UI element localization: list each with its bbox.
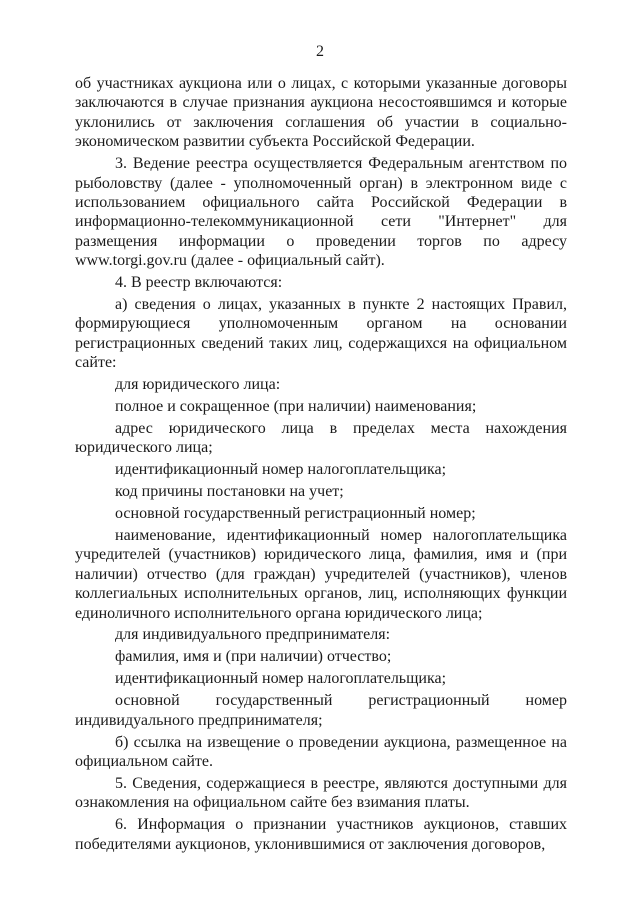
paragraph-legal-entity-kpp: код причины постановки на учет; [115, 483, 344, 501]
paragraph-legal-entity-heading: для юридического лица: [115, 376, 281, 394]
paragraph-item-5: 5. Сведения, содержащиеся в реестре, являются доступными для ознакомления на официальном сайте без взимания платы. [75, 774, 567, 812]
paragraph-entrepreneur-heading: для индивидуального предпринимателя: [115, 626, 391, 644]
paragraph-continuation: об участниках аукциона или о лицах, с которыми указанные договоры заключаются в случае признания аукциона несостоявшимся и которые уклонились от заключения соглашения об участии в социально-экономическом развитии субъекта Российской Федерации. [75, 75, 567, 151]
paragraph-subitem-a: а) сведения о лицах, указанных в пункте 2 настоящих Правил, формирующиеся уполномоченным органом на основании регистрационных сведений таких лиц, содержащихся на официальном сайте: [75, 295, 567, 372]
page-number: 2 [316, 43, 324, 60]
body-text [75, 74, 567, 856]
paragraph-entrepreneur-ogrnip: основной государственный регистрационный номер индивидуального предпринимателя; [75, 692, 567, 729]
paragraph-item-3: 3. Ведение реестра осуществляется Федеральным агентством по рыболовству (далее - уполномоченный орган) в электронном виде с использованием официального сайта Российской Федерации в информационно-телекоммуникационной сети "Интернет" для размещения информации о проведении торгов по адресу www.torgi.gov.ru (далее - официальный сайт). [75, 155, 567, 270]
paragraph-legal-entity-address: адрес юридического лица в пределах места нахождения юридического лица; [75, 419, 567, 457]
paragraph-item-4: 4. В реестр включаются: [115, 274, 283, 292]
paragraph-legal-entity-ogrn: основной государственный регистрационный номер; [115, 505, 476, 523]
paragraph-subitem-b: б) ссылка на извещение о проведении аукциона, размещенное на официальном сайте. [75, 733, 567, 770]
paragraph-entrepreneur-name: фамилия, имя и (при наличии) отчество; [115, 648, 392, 666]
paragraph-legal-entity-founders: наименование, идентификационный номер налогоплательщика учредителей (участников) юридического лица, фамилия, имя и (при наличии) отчество (для граждан) учредителей (участников), членов коллегиальных исполнительных органов, лиц, исполняющих функции единоличного исполнительного органа юридического лица; [75, 526, 567, 622]
paragraph-legal-entity-name: полное и сокращенное (при наличии) наименования; [115, 398, 477, 415]
paragraph-item-6: 6. Информация о признании участников аукционов, ставших победителями аукционов, уклонившимися от заключения договоров, [75, 816, 567, 853]
paragraph-entrepreneur-inn: идентификационный номер налогоплательщика; [115, 670, 447, 688]
paragraph-legal-entity-inn: идентификационный номер налогоплательщика; [115, 461, 447, 479]
